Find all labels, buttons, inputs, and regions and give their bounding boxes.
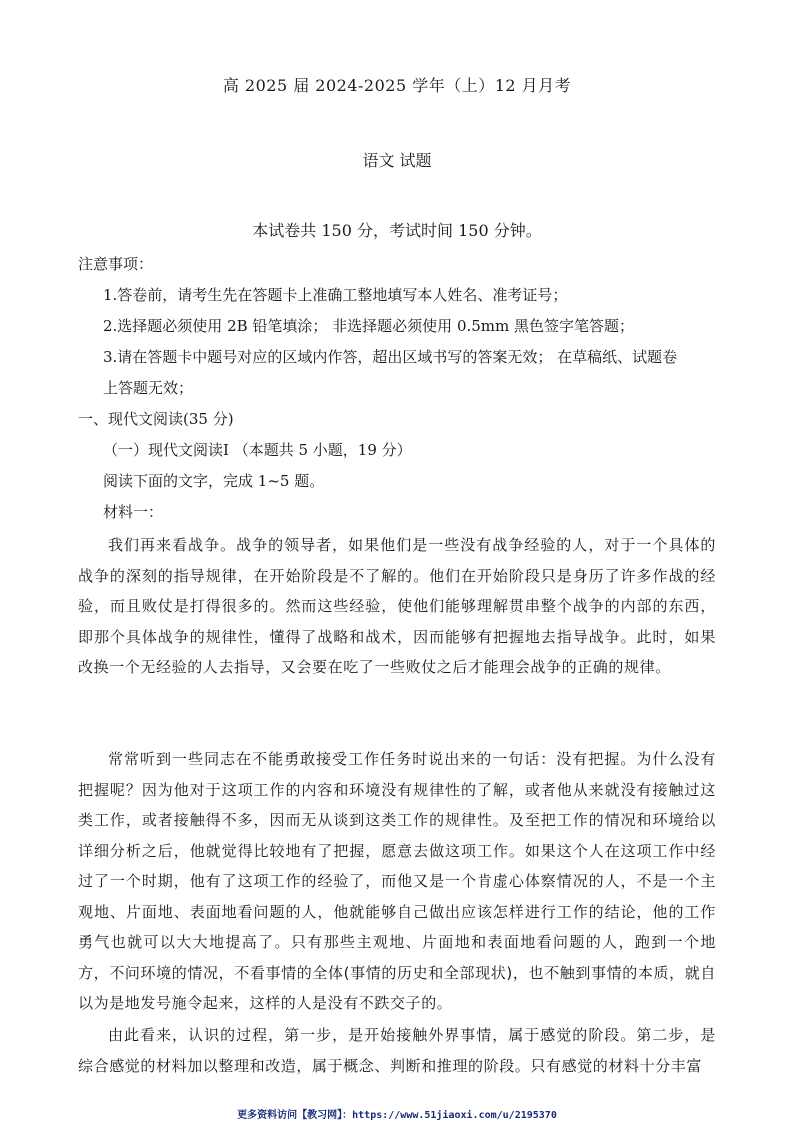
notice-heading: 注意事项： [78, 255, 154, 273]
reading-instruction: 阅读下面的文字，完成 1~5 题。 [103, 472, 325, 490]
exam-title: 高 2025 届 2024-2025 学年（上）12 月月考 [222, 76, 572, 95]
paragraph: 我们再来看战争。战争的领导者，如果他们是一些没有战争经验的人，对于一个具体的战争的深刻的指导规律，在开始阶段是不了解的。他们在开始阶段只是身历了许多作战的经验，而且败仗是打得很多的。然而这些经验，使他们能够理解贯串整个战争的内部的东西，即那个具体战争的规律性，懂得了战略和战术，因而能够有把握地去指导战争。此时，如果改换一个无经验的人去指导，又会要在吃了一些败仗之后才能理会战争的正确的规律。 [78, 536, 716, 676]
notice-item: 2.选择题必须使用 2B 铅笔填涂； 非选择题必须使用 0.5mm 黑色签字笔答题； [103, 317, 635, 335]
paragraph: 由此看来，认识的过程，第一步，是开始接触外界事情，属于感觉的阶段。第二步，是综合感觉的材料加以整理和改造，属于概念、判断和推理的阶段。只有感觉的材料十分丰富 [78, 1026, 716, 1075]
paragraph: 常常听到一些同志在不能勇敢接受工作任务时说出来的一句话：没有把握。为什么没有把握呢？因为他对于这项工作的内容和环境没有规律性的了解，或者他从来就没有接触过这类工作，或者接触得不多，因而无从谈到这类工作的规律性。及至把工作的情况和环境给以详细分析之后，他就觉得比较地有了把握，愿意去做这项工作。如果这个人在这项工作中经过了一个时期，他有了这项工作的经验了，而他又是一个肯虚心体察情况的人，不是一个主观地、片面地、表面地看问题的人，他就能够自己做出应该怎样进行工作的结论，他的工作勇气也就可以大大地提高了。只有那些主观地、片面地和表面地看问题的人，跑到一个地方，不问环境的情况，不看事情的全体(事情的历史和全部现状)，也不触到事情的本质，就自以为是地发号施令起来，这样的人是没有不跌交子的。 [78, 750, 716, 1012]
subsection-heading: （一）现代文阅读Ⅰ （本题共 5 小题，19 分） [103, 441, 412, 459]
notice-item-continuation: 上答题无效； [103, 379, 194, 397]
notice-item: 3.请在答题卡中题号对应的区域内作答，超出区域书写的答案无效； 在草稿纸、试题卷 [103, 348, 678, 366]
exam-subtitle: 语文 试题 [362, 151, 432, 170]
notice-item: 1.答卷前，请考生先在答题卡上准确工整地填写本人姓名、准考证号； [103, 286, 568, 304]
footer-link[interactable]: 更多资料访问【教习网】：https://www.51jiaoxi.com/u/2195370 [237, 1110, 557, 1121]
section-heading: 一、现代文阅读(35 分) [78, 410, 234, 428]
exam-info: 本试卷共 150 分，考试时间 150 分钟。 [252, 221, 542, 240]
material-label: 材料一： [103, 503, 164, 521]
